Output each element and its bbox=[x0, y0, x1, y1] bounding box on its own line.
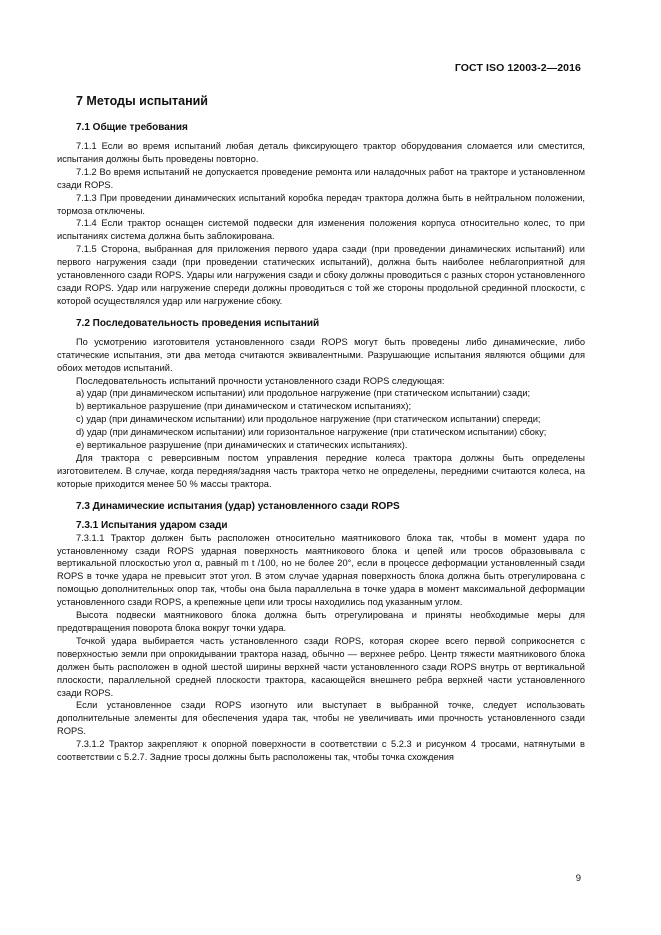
subsection-title-dynamic: 7.3 Динамические испытания (удар) установленного сзади ROPS bbox=[76, 500, 400, 512]
paragraph-7-3-1-2: 7.3.1.2 Трактор закрепляют к опорной поверхности в соответствии с 5.2.3 и рисунком 4 тросами, натянутыми в соответствии с 5.2.7. Задние тросы должны быть расположены так, чтобы точка схождения bbox=[57, 739, 585, 763]
list-item-e: e) вертикальное разрушение (при динамических и статических испытаниях). bbox=[76, 440, 408, 451]
paragraph-7-1-4: 7.1.4 Если трактор оснащен системой подвески для изменения положения корпуса относительно колес, то при испытаниях система должна быть заблокирована. bbox=[57, 218, 585, 242]
paragraph-impact-point: Точкой удара выбирается часть установленного сзади ROPS, которая скорее всего первой соприкоснется с поверхностью земли при опрокидывании трактора назад, обычно — верхнее ребро. Центр тяжести маятникового блока должен быть расположен в одной шестой ширины верхней части установленного сзади ROPS внутрь от вертикальной плоскости, параллельной средней плоскости трактора, касающейся внешнего ребра верхней части установленного сзади ROPS. bbox=[57, 635, 585, 698]
list-item-c: c) удар (при динамическом испытании) или продольное нагружение (при статическом испытании) спереди; bbox=[76, 414, 541, 425]
list-item-d: d) удар (при динамическом испытании) или горизонтальное нагружение (при статическом испытании) сбоку; bbox=[76, 427, 547, 438]
paragraph-sequence-intro: По усмотрению изготовителя установленного сзади ROPS могут быть проведены либо динамические, либо статические испытания, эти два метода считаются эквивалентными. Разрушающие испытания являются общими для обоих методов испытаний. bbox=[57, 336, 585, 373]
page-number: 9 bbox=[575, 873, 581, 884]
subsubsection-title-rear-impact: 7.3.1 Испытания ударом сзади bbox=[76, 519, 228, 531]
page-content bbox=[57, 94, 585, 764]
subsection-title-general: 7.1 Общие требования bbox=[76, 122, 188, 133]
paragraph-7-1-3: 7.1.3 При проведении динамических испытаний коробка передач трактора должна быть в нейтральном положении, тормоза отключены. bbox=[57, 192, 585, 216]
paragraph-curved-rops: Если установленное сзади ROPS изогнуто или выступает в выбранной точке, следует использовать дополнительные элементы для обеспечения удара так, чтобы не увеличивать ими прочность установленного сзади ROPS. bbox=[57, 700, 585, 737]
paragraph-suspension-height: Высота подвески маятникового блока должна быть отрегулирована и приняты необходимые меры для предотвращения поворота блока вокруг точки удара. bbox=[57, 610, 585, 633]
paragraph-7-1-2: 7.1.2 Во время испытаний не допускается проведение ремонта или наладочных работ на тракторе и установленном сзади ROPS. bbox=[57, 166, 585, 190]
paragraph-7-1-1: 7.1.1 Если во время испытаний любая деталь фиксирующего трактор оборудования сломается или сместится, испытания должны быть проведены повторно. bbox=[57, 141, 585, 164]
paragraph-sequence-order: Последовательность испытаний прочности установленного сзади ROPS следующая: bbox=[76, 375, 445, 386]
section-title: 7 Методы испытаний bbox=[76, 94, 208, 108]
standard-header: ГОСТ ISO 12003-2—2016 bbox=[454, 62, 581, 74]
paragraph-7-1-5: 7.1.5 Сторона, выбранная для приложения первого удара сзади (при проведении динамических испытаний) или первого нагружения сзади (при проведении статических испытаний), должна быть наиболее неблагоприятной для установленного сзади ROPS. Удары или нагружения сзади и сбоку должны проводиться с разных сторон установленного сзади ROPS. Удар или нагружение спереди должны проводиться с той же стороны продольной срединной плоскости, с которой осуществлялся удар или нагружение сбоку. bbox=[57, 244, 585, 306]
subsection-title-sequence: 7.2 Последовательность проведения испытаний bbox=[76, 317, 320, 329]
list-item-a: a) удар (при динамическом испытании) или продольное нагружение (при статическом испытании) сзади; bbox=[76, 388, 531, 399]
paragraph-reverse-tractor: Для трактора с реверсивным постом управления передние колеса трактора должны быть определены изготовителем. В случае, когда передняя/задняя часть трактора четко не определены, передними считаются колеса, на которые приходится менее 50 % массы трактора. bbox=[57, 452, 585, 489]
list-item-b: b) вертикальное разрушение (при динамическом и статическом испытаниях); bbox=[76, 401, 412, 412]
paragraph-7-3-1-1: 7.3.1.1 Трактор должен быть расположен относительно маятникового блока так, чтобы в момент удара по установленному сзади ROPS ударная поверхность маятникового блока и цепей или тросов образовывала с вертикальной плоскостью угол α, равный m t /100, но не более 20°, если в процессе деформации установленный сзади ROPS в точке удара не превысит этот угол. В этом случае ударная поверхность блока должна быть отрегулирована с помощью дополнительных опор так, чтобы она была параллельна в точке удара в момент максимальной деформации установленного сзади ROPS, а крепежные цепи или тросы находились под указанным углом. bbox=[57, 532, 585, 608]
